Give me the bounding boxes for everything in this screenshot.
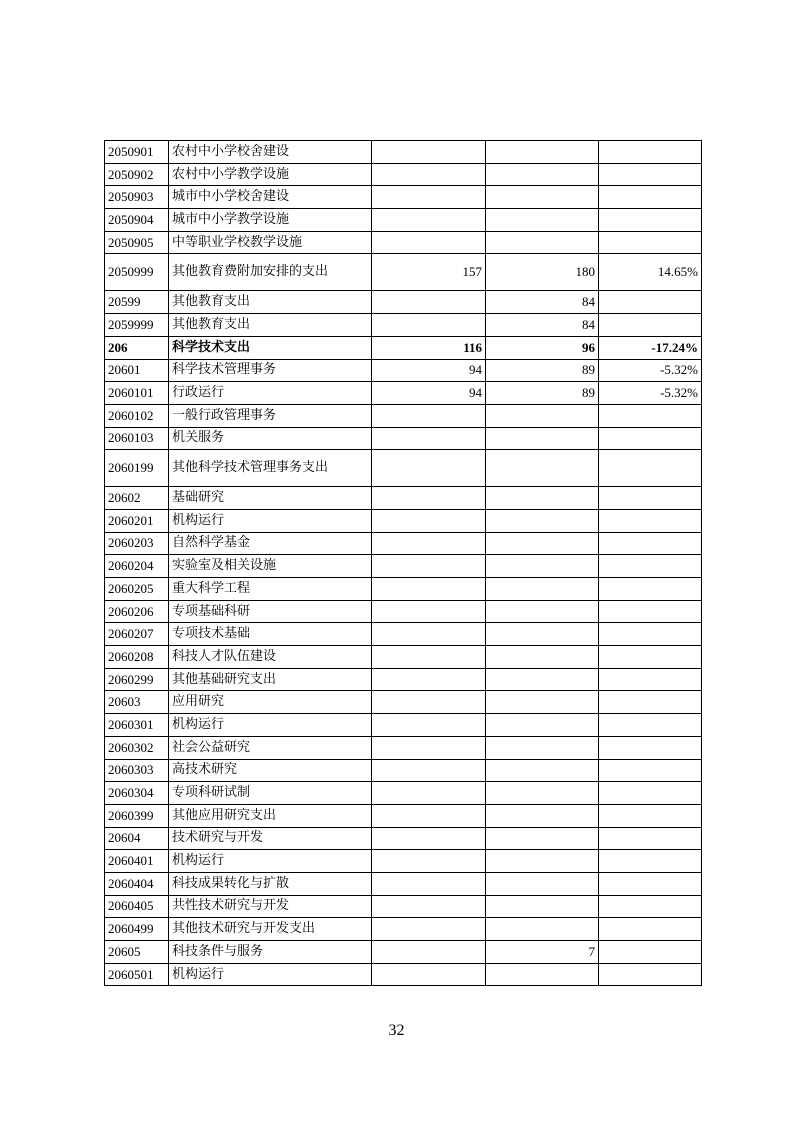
change-rate-cell <box>599 231 702 254</box>
change-rate-cell <box>599 578 702 601</box>
change-rate-cell <box>599 427 702 450</box>
subject-name-cell: 实验室及相关设施 <box>169 555 372 578</box>
table-row <box>105 404 702 427</box>
subject-code-cell: 2050999 <box>105 254 169 291</box>
table-row <box>105 646 702 669</box>
current-amount-cell <box>486 186 599 209</box>
subject-name-cell: 其他基础研究支出 <box>169 668 372 691</box>
subject-name-cell: 农村中小学教学设施 <box>169 163 372 186</box>
subject-code-cell: 2060404 <box>105 872 169 895</box>
prior-amount-cell <box>372 578 486 601</box>
subject-name-cell: 其他教育支出 <box>169 314 372 337</box>
subject-code-cell: 2060405 <box>105 895 169 918</box>
current-amount-cell <box>486 427 599 450</box>
change-rate-cell <box>599 163 702 186</box>
current-amount-cell <box>486 450 599 487</box>
current-amount-cell: 7 <box>486 941 599 964</box>
current-amount-cell: 89 <box>486 382 599 405</box>
subject-code-cell: 2060102 <box>105 404 169 427</box>
prior-amount-cell: 94 <box>372 382 486 405</box>
prior-amount-cell <box>372 141 486 164</box>
current-amount-cell <box>486 555 599 578</box>
subject-name-cell: 机构运行 <box>169 963 372 986</box>
prior-amount-cell <box>372 827 486 850</box>
change-rate-cell <box>599 759 702 782</box>
table-row <box>105 427 702 450</box>
prior-amount-cell <box>372 782 486 805</box>
prior-amount-cell <box>372 918 486 941</box>
table-row <box>105 850 702 873</box>
change-rate-cell <box>599 404 702 427</box>
table-row <box>105 314 702 337</box>
subject-code-cell: 206 <box>105 336 169 359</box>
table-row <box>105 450 702 487</box>
current-amount-cell <box>486 736 599 759</box>
prior-amount-cell <box>372 209 486 232</box>
subject-name-cell: 其他教育费附加安排的支出 <box>169 254 372 291</box>
prior-amount-cell <box>372 314 486 337</box>
subject-name-cell: 科学技术管理事务 <box>169 359 372 382</box>
table-row <box>105 163 702 186</box>
change-rate-cell <box>599 555 702 578</box>
change-rate-cell <box>599 487 702 510</box>
subject-name-cell: 应用研究 <box>169 691 372 714</box>
change-rate-cell: -5.32% <box>599 359 702 382</box>
change-rate-cell <box>599 872 702 895</box>
change-rate-cell: -17.24% <box>599 336 702 359</box>
subject-code-cell: 2060199 <box>105 450 169 487</box>
subject-name-cell: 科技成果转化与扩散 <box>169 872 372 895</box>
prior-amount-cell <box>372 532 486 555</box>
prior-amount-cell <box>372 623 486 646</box>
subject-name-cell: 科技条件与服务 <box>169 941 372 964</box>
table-row <box>105 623 702 646</box>
subject-code-cell: 2060303 <box>105 759 169 782</box>
current-amount-cell: 84 <box>486 314 599 337</box>
subject-code-cell: 2060205 <box>105 578 169 601</box>
subject-code-cell: 20599 <box>105 291 169 314</box>
subject-name-cell: 城市中小学校舍建设 <box>169 186 372 209</box>
subject-name-cell: 机构运行 <box>169 714 372 737</box>
change-rate-cell <box>599 918 702 941</box>
current-amount-cell <box>486 141 599 164</box>
change-rate-cell <box>599 291 702 314</box>
subject-name-cell: 机构运行 <box>169 509 372 532</box>
table-row <box>105 736 702 759</box>
current-amount-cell <box>486 509 599 532</box>
table-row <box>105 509 702 532</box>
table-row <box>105 804 702 827</box>
table-row <box>105 714 702 737</box>
prior-amount-cell <box>372 668 486 691</box>
prior-amount-cell: 116 <box>372 336 486 359</box>
change-rate-cell <box>599 782 702 805</box>
prior-amount-cell <box>372 963 486 986</box>
change-rate-cell <box>599 141 702 164</box>
subject-name-cell: 技术研究与开发 <box>169 827 372 850</box>
subject-name-cell: 高技术研究 <box>169 759 372 782</box>
change-rate-cell <box>599 209 702 232</box>
subject-code-cell: 20601 <box>105 359 169 382</box>
current-amount-cell: 96 <box>486 336 599 359</box>
current-amount-cell <box>486 231 599 254</box>
subject-code-cell: 2060201 <box>105 509 169 532</box>
prior-amount-cell <box>372 555 486 578</box>
subject-code-cell: 2060499 <box>105 918 169 941</box>
table-row <box>105 532 702 555</box>
change-rate-cell <box>599 736 702 759</box>
change-rate-cell <box>599 895 702 918</box>
table-row <box>105 231 702 254</box>
table-row <box>105 872 702 895</box>
subject-name-cell: 基础研究 <box>169 487 372 510</box>
prior-amount-cell <box>372 691 486 714</box>
current-amount-cell <box>486 404 599 427</box>
prior-amount-cell <box>372 872 486 895</box>
change-rate-cell <box>599 600 702 623</box>
subject-name-cell: 一般行政管理事务 <box>169 404 372 427</box>
table-row <box>105 209 702 232</box>
subject-code-cell: 20602 <box>105 487 169 510</box>
subject-name-cell: 机构运行 <box>169 850 372 873</box>
subject-name-cell: 重大科学工程 <box>169 578 372 601</box>
change-rate-cell <box>599 941 702 964</box>
prior-amount-cell <box>372 404 486 427</box>
current-amount-cell <box>486 532 599 555</box>
subject-name-cell: 共性技术研究与开发 <box>169 895 372 918</box>
subject-name-cell: 中等职业学校教学设施 <box>169 231 372 254</box>
subject-name-cell: 专项科研试制 <box>169 782 372 805</box>
subject-code-cell: 20604 <box>105 827 169 850</box>
table-row <box>105 186 702 209</box>
table-row <box>105 291 702 314</box>
prior-amount-cell <box>372 509 486 532</box>
subject-code-cell: 2059999 <box>105 314 169 337</box>
page-number: 32 <box>388 1022 405 1039</box>
current-amount-cell <box>486 827 599 850</box>
prior-amount-cell: 94 <box>372 359 486 382</box>
change-rate-cell <box>599 963 702 986</box>
prior-amount-cell <box>372 714 486 737</box>
prior-amount-cell <box>372 850 486 873</box>
table-row <box>105 578 702 601</box>
prior-amount-cell <box>372 487 486 510</box>
current-amount-cell <box>486 600 599 623</box>
change-rate-cell: -5.32% <box>599 382 702 405</box>
prior-amount-cell <box>372 895 486 918</box>
budget-table-body <box>105 141 702 986</box>
current-amount-cell <box>486 487 599 510</box>
subject-code-cell: 20603 <box>105 691 169 714</box>
current-amount-cell <box>486 850 599 873</box>
current-amount-cell <box>486 646 599 669</box>
prior-amount-cell <box>372 450 486 487</box>
prior-amount-cell <box>372 736 486 759</box>
subject-code-cell: 2060207 <box>105 623 169 646</box>
subject-code-cell: 2050903 <box>105 186 169 209</box>
prior-amount-cell <box>372 600 486 623</box>
prior-amount-cell <box>372 231 486 254</box>
change-rate-cell <box>599 623 702 646</box>
prior-amount-cell <box>372 646 486 669</box>
table-row <box>105 691 702 714</box>
table-row <box>105 963 702 986</box>
current-amount-cell: 89 <box>486 359 599 382</box>
subject-code-cell: 2060304 <box>105 782 169 805</box>
subject-name-cell: 自然科学基金 <box>169 532 372 555</box>
subject-code-cell: 2060206 <box>105 600 169 623</box>
table-row <box>105 555 702 578</box>
current-amount-cell <box>486 668 599 691</box>
subject-code-cell: 2060204 <box>105 555 169 578</box>
subject-code-cell: 2060299 <box>105 668 169 691</box>
table-row <box>105 254 702 291</box>
subject-name-cell: 城市中小学教学设施 <box>169 209 372 232</box>
change-rate-cell <box>599 668 702 691</box>
subject-code-cell: 2050904 <box>105 209 169 232</box>
subject-name-cell: 农村中小学校舍建设 <box>169 141 372 164</box>
prior-amount-cell <box>372 427 486 450</box>
subject-code-cell: 2060501 <box>105 963 169 986</box>
current-amount-cell <box>486 209 599 232</box>
subject-code-cell: 2060103 <box>105 427 169 450</box>
change-rate-cell <box>599 532 702 555</box>
current-amount-cell <box>486 872 599 895</box>
prior-amount-cell <box>372 291 486 314</box>
table-row <box>105 782 702 805</box>
subject-name-cell: 专项技术基础 <box>169 623 372 646</box>
change-rate-cell <box>599 804 702 827</box>
table-row <box>105 827 702 850</box>
current-amount-cell <box>486 895 599 918</box>
table-row <box>105 487 702 510</box>
change-rate-cell <box>599 714 702 737</box>
table-row <box>105 359 702 382</box>
budget-table <box>104 140 702 986</box>
subject-name-cell: 科学技术支出 <box>169 336 372 359</box>
subject-code-cell: 2060399 <box>105 804 169 827</box>
subject-code-cell: 2050901 <box>105 141 169 164</box>
table-row <box>105 759 702 782</box>
subject-code-cell: 2050902 <box>105 163 169 186</box>
subject-name-cell: 机关服务 <box>169 427 372 450</box>
current-amount-cell <box>486 714 599 737</box>
subject-name-cell: 科技人才队伍建设 <box>169 646 372 669</box>
prior-amount-cell <box>372 186 486 209</box>
change-rate-cell <box>599 186 702 209</box>
change-rate-cell <box>599 827 702 850</box>
subject-name-cell: 其他科学技术管理事务支出 <box>169 450 372 487</box>
change-rate-cell <box>599 450 702 487</box>
table-row <box>105 918 702 941</box>
prior-amount-cell <box>372 804 486 827</box>
table-row <box>105 600 702 623</box>
subject-code-cell: 2060208 <box>105 646 169 669</box>
prior-amount-cell <box>372 941 486 964</box>
current-amount-cell <box>486 782 599 805</box>
current-amount-cell <box>486 691 599 714</box>
subject-code-cell: 2060301 <box>105 714 169 737</box>
subject-name-cell: 其他技术研究与开发支出 <box>169 918 372 941</box>
prior-amount-cell <box>372 163 486 186</box>
current-amount-cell <box>486 759 599 782</box>
subject-name-cell: 其他应用研究支出 <box>169 804 372 827</box>
subject-name-cell: 行政运行 <box>169 382 372 405</box>
change-rate-cell <box>599 646 702 669</box>
change-rate-cell <box>599 691 702 714</box>
current-amount-cell <box>486 163 599 186</box>
current-amount-cell <box>486 578 599 601</box>
table-row <box>105 141 702 164</box>
current-amount-cell <box>486 963 599 986</box>
subject-name-cell: 专项基础科研 <box>169 600 372 623</box>
current-amount-cell <box>486 804 599 827</box>
subject-code-cell: 2050905 <box>105 231 169 254</box>
current-amount-cell: 180 <box>486 254 599 291</box>
change-rate-cell: 14.65% <box>599 254 702 291</box>
table-row <box>105 668 702 691</box>
prior-amount-cell: 157 <box>372 254 486 291</box>
table-row <box>105 941 702 964</box>
subject-name-cell: 社会公益研究 <box>169 736 372 759</box>
table-row <box>105 382 702 405</box>
subject-code-cell: 2060101 <box>105 382 169 405</box>
current-amount-cell: 84 <box>486 291 599 314</box>
table-row <box>105 895 702 918</box>
prior-amount-cell <box>372 759 486 782</box>
current-amount-cell <box>486 623 599 646</box>
change-rate-cell <box>599 850 702 873</box>
subject-code-cell: 2060203 <box>105 532 169 555</box>
table-row <box>105 336 702 359</box>
subject-code-cell: 2060401 <box>105 850 169 873</box>
subject-code-cell: 2060302 <box>105 736 169 759</box>
change-rate-cell <box>599 314 702 337</box>
change-rate-cell <box>599 509 702 532</box>
current-amount-cell <box>486 918 599 941</box>
subject-code-cell: 20605 <box>105 941 169 964</box>
subject-name-cell: 其他教育支出 <box>169 291 372 314</box>
